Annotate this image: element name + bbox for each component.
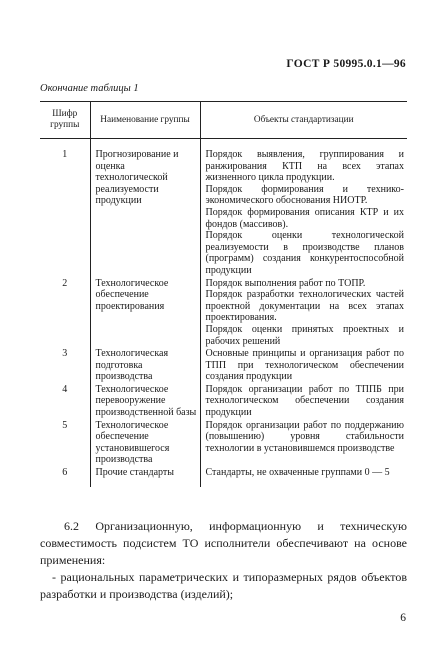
group-objects bbox=[200, 383, 407, 419]
document-code-header: ГОСТ Р 50995.0.1—96 bbox=[286, 58, 406, 70]
object-item: Порядок выполнения работ по ТОПР. bbox=[205, 277, 366, 289]
table-row bbox=[40, 347, 407, 383]
group-code: 1 bbox=[62, 149, 68, 160]
group-name: Прогнозирование и оценка технологической реализуемости продукции bbox=[90, 139, 200, 277]
group-objects bbox=[200, 419, 407, 466]
table-header-row bbox=[40, 102, 407, 139]
object-item: Порядок формирования описания КТР и их фондов (массивов). bbox=[205, 206, 404, 230]
standardization-table bbox=[40, 101, 407, 487]
group-code: 5 bbox=[62, 419, 68, 431]
object-item: Порядок организации работ по поддержанию (повышению) уровня стабильности технологии в установившемся производстве bbox=[205, 419, 404, 454]
object-item: Порядок выявления, группирования и ранжирования КТП на всех этапах жизненного цикла продукции. bbox=[205, 149, 404, 184]
group-code: 6 bbox=[62, 467, 68, 479]
object-item: Порядок оценки технологической реализуемости в производстве планов (программ) создания конкурентоспособной продукции bbox=[205, 230, 404, 276]
column-header-code: Шифр группы bbox=[40, 102, 90, 139]
object-item: Порядок оценки принятых проектных и рабочих решений bbox=[205, 323, 404, 347]
group-code: 4 bbox=[62, 383, 68, 395]
paragraph-6-2: 6.2 Организационную, информационную и техническую совместимость подсистем ТО исполнители обеспечивают на основе применения: bbox=[40, 519, 407, 567]
group-name: Технологическое перевооружение производственной базы bbox=[90, 383, 200, 419]
column-header-name: Наименование группы bbox=[90, 102, 200, 139]
group-name: Прочие стандарты bbox=[90, 466, 200, 487]
group-objects bbox=[200, 139, 407, 277]
group-code: 2 bbox=[62, 277, 68, 289]
table-row bbox=[40, 466, 407, 487]
group-name: Технологическая подготовка производства bbox=[90, 347, 200, 383]
table-row bbox=[40, 383, 407, 419]
page-number: 6 bbox=[400, 612, 406, 624]
column-header-objects: Объекты стандартизации bbox=[200, 102, 407, 139]
group-objects bbox=[200, 277, 407, 348]
object-item: Основные принципы и организация работ по ТПП при технологическом обеспечении создания продукции bbox=[205, 348, 404, 383]
group-objects bbox=[200, 466, 407, 487]
group-code: 3 bbox=[62, 348, 68, 360]
object-item: Порядок организации работ по ТППБ при технологическом обеспечении создания продукции bbox=[205, 383, 404, 419]
object-item: Порядок формирования и технико-экономического обоснования НИОТР. bbox=[205, 183, 404, 207]
object-item: Стандарты, не охваченные группами 0 — 5 bbox=[205, 467, 390, 479]
group-name: Технологическое обеспечение установившегося производства bbox=[90, 419, 200, 466]
list-item-paragraph: - рациональных параметрических и типоразмерных рядов объектов разработки и производства (изделий); bbox=[40, 570, 407, 601]
object-item: Порядок разработки технологических частей проектной документации на всех этапах проектирования. bbox=[205, 289, 404, 324]
table-row bbox=[40, 419, 407, 466]
group-name: Технологическое обеспечение проектирования bbox=[90, 277, 200, 348]
table-row bbox=[40, 139, 407, 277]
table-caption: Окончание таблицы 1 bbox=[40, 83, 139, 94]
group-objects bbox=[200, 347, 407, 383]
table-row bbox=[40, 277, 407, 348]
